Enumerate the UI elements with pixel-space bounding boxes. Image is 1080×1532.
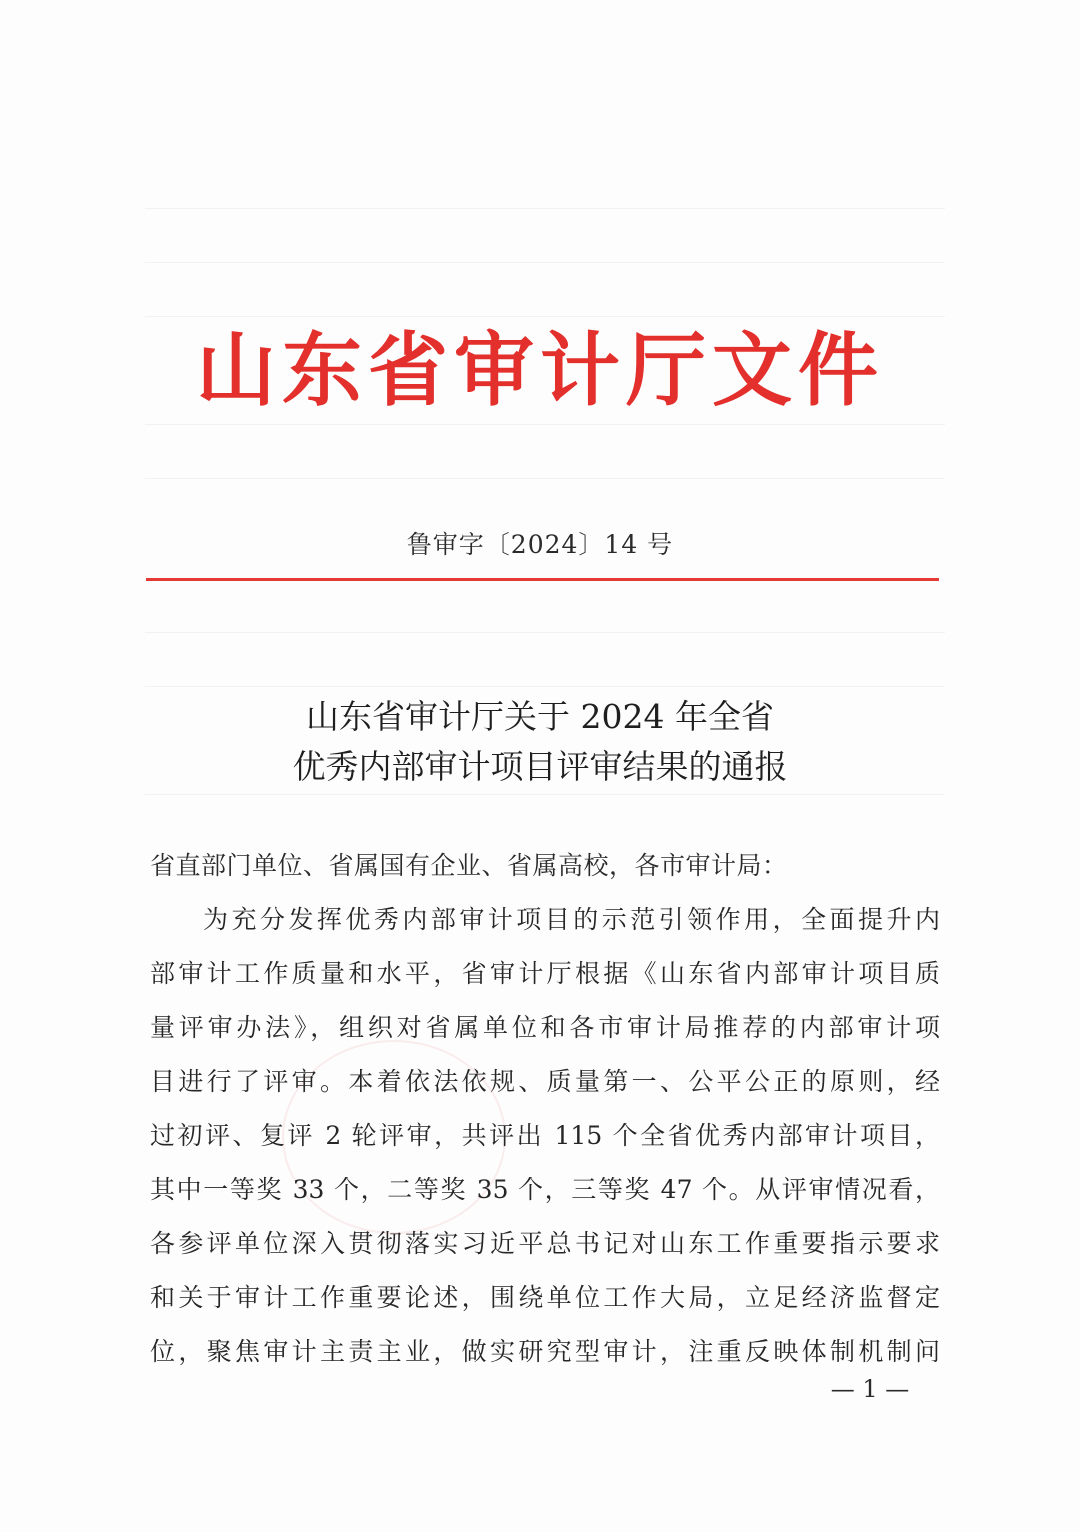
body-text-line: 量评审办法》，组织对省属单位和各市审计局推荐的内部审计项 [150, 1013, 940, 1042]
bleed-through-line [145, 794, 945, 795]
bleed-through-line [145, 478, 945, 479]
body-text-line: 和关于审计工作重要论述，围绕单位工作大局，立足经济监督定 [150, 1283, 940, 1312]
bleed-through-line [145, 424, 945, 425]
bleed-through-line [145, 316, 945, 317]
bleed-through-line [145, 262, 945, 263]
document-number: 鲁审字〔2024〕14 号 [406, 530, 674, 559]
page-number: — 1 — [830, 1375, 910, 1403]
bleed-through-line [145, 208, 945, 209]
red-separator-line [146, 578, 939, 581]
bleed-through-line [145, 632, 945, 633]
body-text-line: 各参评单位深入贯彻落实习近平总书记对山东工作重要指示要求 [150, 1229, 940, 1258]
body-text-line: 位，聚焦审计主责主业，做实研究型审计，注重反映体制机制问 [150, 1337, 940, 1366]
body-text-line: 部审计工作质量和水平，省审计厅根据《山东省内部审计项目质 [150, 959, 940, 988]
addressee-line: 省直部门单位、省属国有企业、省属高校，各市审计局： [150, 851, 788, 880]
body-text-line: 目进行了评审。本着依法依规、质量第一、公平公正的原则，经 [150, 1067, 940, 1096]
document-header-title: 山东省审计厅文件 [196, 323, 884, 417]
body-text-line: 为充分发挥优秀内部审计项目的示范引领作用，全面提升内 [203, 905, 940, 934]
body-text-line: 其中一等奖 33 个，二等奖 35 个，三等奖 47 个。从评审情况看， [150, 1175, 940, 1204]
body-text-line: 过初评、复评 2 轮评审，共评出 115 个全省优秀内部审计项目， [150, 1121, 940, 1150]
notice-title [0, 692, 1080, 792]
notice-title-line-1: 山东省审计厅关于 2024 年全省 [306, 697, 774, 736]
notice-title-line-2: 优秀内部审计项目评审结果的通报 [292, 747, 788, 786]
bleed-through-line [145, 686, 945, 687]
